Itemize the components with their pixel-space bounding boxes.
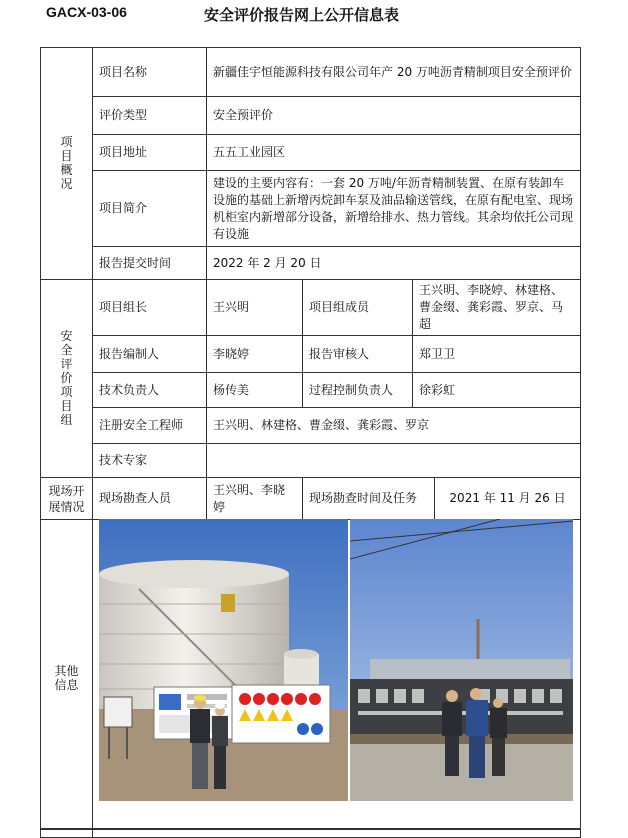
team-leader-value: 王兴明 xyxy=(207,280,303,336)
engineers-value: 王兴明、林建格、曹金缀、龚彩霞、罗京 xyxy=(207,408,581,444)
site-time-label: 现场勘查时间及任务 xyxy=(303,478,435,520)
submission-date-label: 报告提交时间 xyxy=(93,247,207,280)
section-site xyxy=(41,478,93,520)
section-overview-label: 项目概况 xyxy=(60,134,73,191)
report-reviewer-value: 郑卫卫 xyxy=(413,336,581,373)
section-other-label: 其他信息 xyxy=(54,663,79,692)
person-3 xyxy=(442,690,462,776)
storage-tank-scene xyxy=(99,519,348,801)
tech-lead-label: 技术负责人 xyxy=(93,373,207,408)
project-name-label: 项目名称 xyxy=(93,48,207,97)
road xyxy=(350,739,573,801)
project-summary-value: 建设的主要内容有：一套 20 万吨/年沥青精制装置、在原有装卸车设施的基础上新增丙烷卸车泵及油品输送管线，在原有配电室、现场机柜室内新增部分设备，新增给排水、热力管线。其余均依托公司现有设施 xyxy=(207,171,581,247)
tank-logo-icon xyxy=(221,594,235,612)
section-team xyxy=(41,280,93,478)
person-1 xyxy=(190,695,210,789)
tech-expert-value xyxy=(207,444,581,478)
evaluation-type-label: 评价类型 xyxy=(93,97,207,135)
document-title: 安全评价报告网上公开信息表 xyxy=(204,6,400,24)
person-4 xyxy=(466,688,488,778)
bottom-border xyxy=(40,828,580,830)
team-leader-label: 项目组长 xyxy=(93,280,207,336)
process-lead-value: 徐彩虹 xyxy=(413,373,581,408)
site-staff-value: 王兴明、李晓婷 xyxy=(207,478,303,520)
project-name-value: 新疆佳宇恒能源科技有限公司年产 20 万吨沥青精制项目安全预评价 xyxy=(207,48,581,97)
site-time-value: 2021 年 11 月 26 日 xyxy=(435,478,581,520)
project-summary-label: 项目简介 xyxy=(93,171,207,247)
small-notice-board xyxy=(104,697,132,727)
document-code: GACX-03-06 xyxy=(46,4,127,20)
section-overview xyxy=(41,48,93,280)
tech-lead-value: 杨传美 xyxy=(207,373,303,408)
team-members-value: 王兴明、李晓婷、林建格、曹金缀、龚彩霞、罗京、马超 xyxy=(413,280,581,336)
report-author-value: 李晓婷 xyxy=(207,336,303,373)
section-team-label: 安全评价项目组 xyxy=(60,328,73,427)
person-5 xyxy=(490,698,507,776)
company-gate-scene xyxy=(350,519,573,801)
section-other xyxy=(41,520,93,838)
report-reviewer-label: 报告审核人 xyxy=(303,336,413,373)
photo-company-gate xyxy=(350,519,573,801)
report-author-label: 报告编制人 xyxy=(93,336,207,373)
engineers-label: 注册安全工程师 xyxy=(93,408,207,444)
project-address-label: 项目地址 xyxy=(93,135,207,171)
process-lead-label: 过程控制负责人 xyxy=(303,373,413,408)
evaluation-type-value: 安全预评价 xyxy=(207,97,581,135)
submission-date-value: 2022 年 2 月 20 日 xyxy=(207,247,581,280)
project-address-value: 五五工业园区 xyxy=(207,135,581,171)
team-members-label: 项目组成员 xyxy=(303,280,413,336)
site-staff-label: 现场勘查人员 xyxy=(93,478,207,520)
photo-storage-tank xyxy=(99,519,348,801)
section-site-label: 现场开展情况 xyxy=(48,483,85,514)
tech-expert-label: 技术专家 xyxy=(93,444,207,478)
